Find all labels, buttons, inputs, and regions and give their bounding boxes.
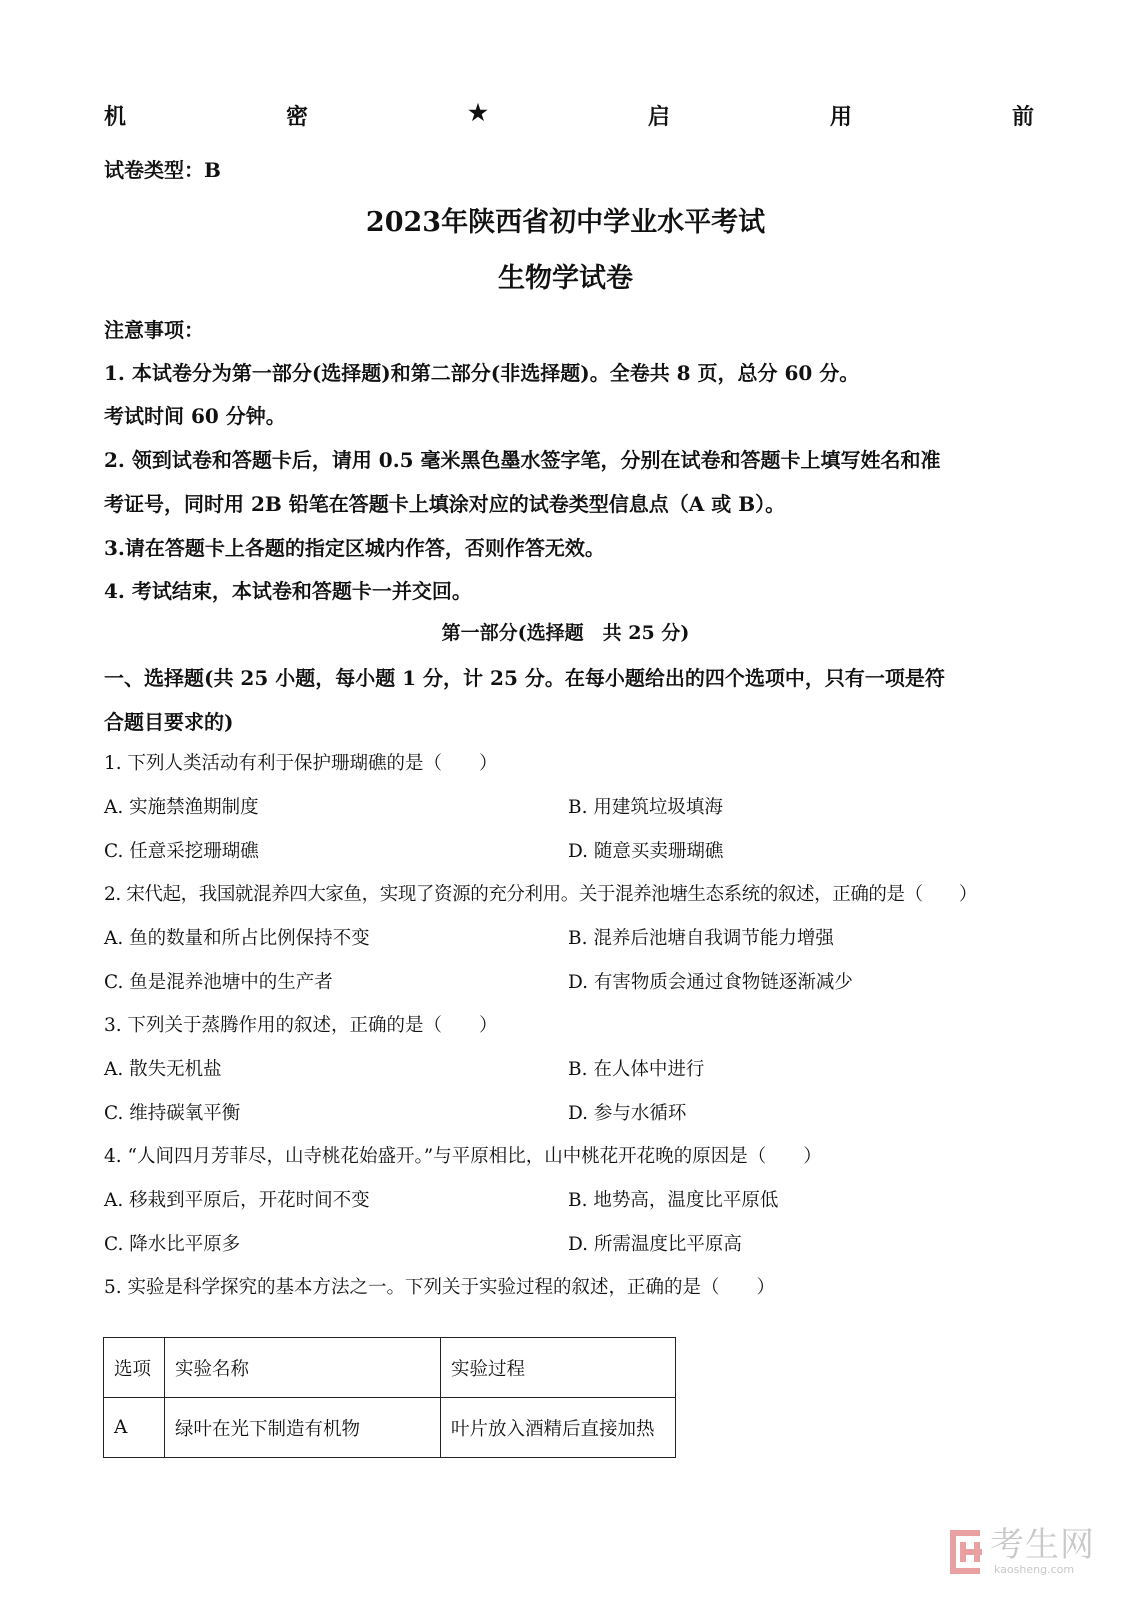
- part1-title: 第一部分(选择题 共 25 分): [441, 622, 690, 644]
- exam-title: 2023年陕西省初中学业水平考试: [365, 207, 766, 238]
- note-line: 3.请在答题卡上各题的指定区城内作答，否则作答无效。: [104, 536, 605, 560]
- question-stem: 1. 下列人类活动有利于保护珊瑚礁的是（ ）: [104, 753, 498, 774]
- confidential-char: 用: [829, 104, 852, 130]
- note-line: 考试时间 60 分钟。: [104, 404, 286, 428]
- option-b: B. 混养后池塘自我调节能力增强: [568, 928, 834, 949]
- note-line: 1. 本试卷分为第一部分(选择题)和第二部分(非选择题)。全卷共 8 页，总分 60 分。: [104, 361, 860, 385]
- table-header-cell: 实验过程: [441, 1338, 676, 1398]
- option-c: C. 鱼是混养池塘中的生产者: [104, 972, 333, 993]
- option-b: B. 用建筑垃圾填海: [568, 797, 723, 818]
- confidential-char: 启: [647, 104, 670, 130]
- subject-title: 生物学试卷: [498, 263, 633, 294]
- confidential-banner: [104, 100, 1034, 131]
- question-stem: 3. 下列关于蒸腾作用的叙述，正确的是（ ）: [104, 1015, 498, 1036]
- option-a: A. 散失无机盐: [104, 1059, 222, 1080]
- confidential-char: 机: [104, 104, 127, 130]
- part1-instruction: 合题目要求的): [104, 710, 234, 734]
- option-d: D. 有害物质会通过食物链逐渐减少: [568, 972, 853, 993]
- option-c: C. 任意采挖珊瑚礁: [104, 841, 259, 862]
- table-cell: 绿叶在光下制造有机物: [165, 1398, 441, 1458]
- table-cell: A: [104, 1398, 165, 1458]
- confidential-char: 密: [286, 104, 309, 130]
- table-header-cell: 实验名称: [165, 1338, 441, 1398]
- question-stem: 5. 实验是科学探究的基本方法之一。下列关于实验过程的叙述，正确的是（ ）: [104, 1277, 776, 1298]
- notes-heading: 注意事项：: [104, 318, 204, 342]
- watermark-text: 考生网: [990, 1525, 1095, 1565]
- option-c: C. 维持碳氧平衡: [104, 1103, 241, 1124]
- confidential-star: ★: [468, 100, 488, 126]
- note-line: 考证号，同时用 2B 铅笔在答题卡上填涂对应的试卷类型信息点（A 或 B）。: [104, 492, 786, 516]
- experiment-table: [103, 1337, 676, 1458]
- option-a: A. 实施禁渔期制度: [104, 797, 259, 818]
- table-cell: 叶片放入酒精后直接加热: [441, 1398, 676, 1458]
- option-b: B. 地势高，温度比平原低: [568, 1190, 779, 1211]
- option-b: B. 在人体中进行: [568, 1059, 705, 1080]
- option-a: A. 鱼的数量和所占比例保持不变: [104, 928, 370, 949]
- watermark: [950, 1525, 1095, 1576]
- watermark-logo-icon: [950, 1528, 984, 1576]
- table-row: [104, 1398, 676, 1458]
- paper-type: 试卷类型：B: [104, 158, 221, 182]
- part1-instruction: 一、选择题(共 25 小题，每小题 1 分，计 25 分。在每小题给出的四个选项中，只有一项是符: [104, 666, 945, 690]
- table-header-cell: 选项: [104, 1338, 165, 1398]
- option-d: D. 所需温度比平原高: [568, 1234, 742, 1255]
- option-c: C. 降水比平原多: [104, 1234, 241, 1255]
- option-d: D. 参与水循环: [568, 1103, 687, 1124]
- table-header-row: [104, 1338, 676, 1398]
- option-a: A. 移栽到平原后，开花时间不变: [104, 1190, 370, 1211]
- question-stem: 2. 宋代起，我国就混养四大家鱼，实现了资源的充分利用。关于混养池塘生态系统的叙述，正确的是（ ）: [104, 884, 978, 905]
- watermark-url: kaosheng.com: [994, 1563, 1075, 1576]
- option-d: D. 随意买卖珊瑚礁: [568, 841, 724, 862]
- note-line: 2. 领到试卷和答题卡后，请用 0.5 毫米黑色墨水签字笔，分别在试卷和答题卡上填写姓名和准: [104, 448, 941, 472]
- question-stem: 4. “人间四月芳菲尽，山寺桃花始盛开。”与平原相比，山中桃花开花晚的原因是（ ）: [104, 1146, 822, 1167]
- confidential-char: 前: [1011, 104, 1034, 130]
- note-line: 4. 考试结束，本试卷和答题卡一并交回。: [104, 579, 472, 603]
